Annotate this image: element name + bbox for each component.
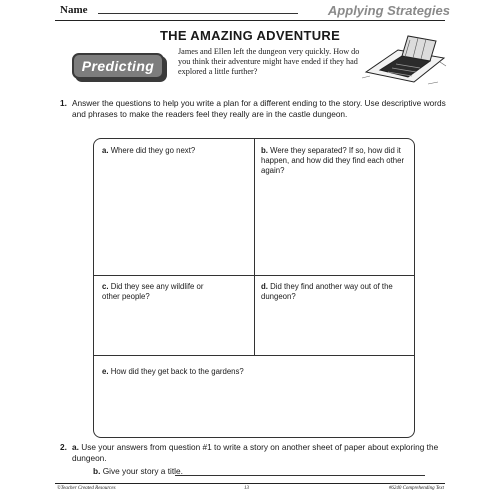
answer-box-b[interactable]	[261, 146, 406, 176]
skill-badge-label: Predicting	[81, 58, 155, 74]
name-label: Name	[60, 4, 88, 16]
grid-divider-horizontal-1	[94, 275, 414, 276]
prompt-a-letter: a.	[102, 146, 109, 155]
answer-box-a[interactable]	[102, 146, 247, 156]
question-1-text: Answer the questions to help you write a plan for a different ending to the story. Use descriptive words and phrases to make the readers feel they really are in the castle dungeon.	[72, 98, 446, 119]
question-1	[60, 98, 452, 119]
question-2b-text: Give your story a title.	[102, 466, 183, 476]
planning-grid	[93, 138, 415, 438]
grid-divider-vertical-top	[254, 139, 255, 275]
question-2a-text: Use your answers from question #1 to write a story on another sheet of paper about exploring the dungeon.	[72, 442, 439, 463]
trapdoor-illustration	[358, 32, 450, 88]
grid-divider-horizontal-2	[94, 355, 414, 356]
footer-rule	[55, 483, 445, 484]
footer-copyright: ©Teacher Created Resources	[57, 486, 116, 491]
story-title-line[interactable]	[175, 475, 425, 476]
prompt-b-letter: b.	[261, 146, 268, 155]
question-2a-letter: a.	[72, 442, 79, 452]
intro-text: James and Ellen left the dungeon very quickly. How do you think their adventure might have ended if they had explored a little further?	[178, 47, 360, 76]
prompt-a-text: Where did they go next?	[110, 146, 196, 155]
prompt-c-letter: c.	[102, 282, 109, 291]
question-2b	[93, 466, 183, 476]
question-2	[60, 442, 452, 463]
question-2b-letter: b.	[93, 466, 101, 476]
grid-divider-vertical-middle	[254, 275, 255, 355]
name-line	[98, 13, 298, 14]
page-title: THE AMAZING ADVENTURE	[159, 28, 341, 43]
header-rule	[55, 20, 445, 21]
question-1-number: 1.	[60, 98, 67, 108]
answer-box-c[interactable]	[102, 282, 222, 302]
prompt-c-text: Did they see any wildlife or other people?	[102, 282, 204, 301]
answer-box-e[interactable]	[102, 367, 402, 377]
section-title: Applying Strategies	[327, 3, 450, 18]
question-2a	[72, 442, 438, 463]
prompt-d-text: Did they find another way out of the dungeon?	[261, 282, 393, 301]
prompt-e-text: How did they get back to the gardens?	[110, 367, 244, 376]
footer-book-id: #6240 Comprehending Text	[388, 486, 444, 491]
question-2-number: 2.	[60, 442, 67, 452]
skill-badge	[72, 53, 164, 79]
prompt-d-letter: d.	[261, 282, 268, 291]
prompt-b-text: Were they separated? If so, how did it happen, and how did they find each other again?	[261, 146, 405, 175]
answer-box-d[interactable]	[261, 282, 401, 302]
prompt-e-letter: e.	[102, 367, 109, 376]
footer-page-number: 13	[244, 486, 249, 491]
